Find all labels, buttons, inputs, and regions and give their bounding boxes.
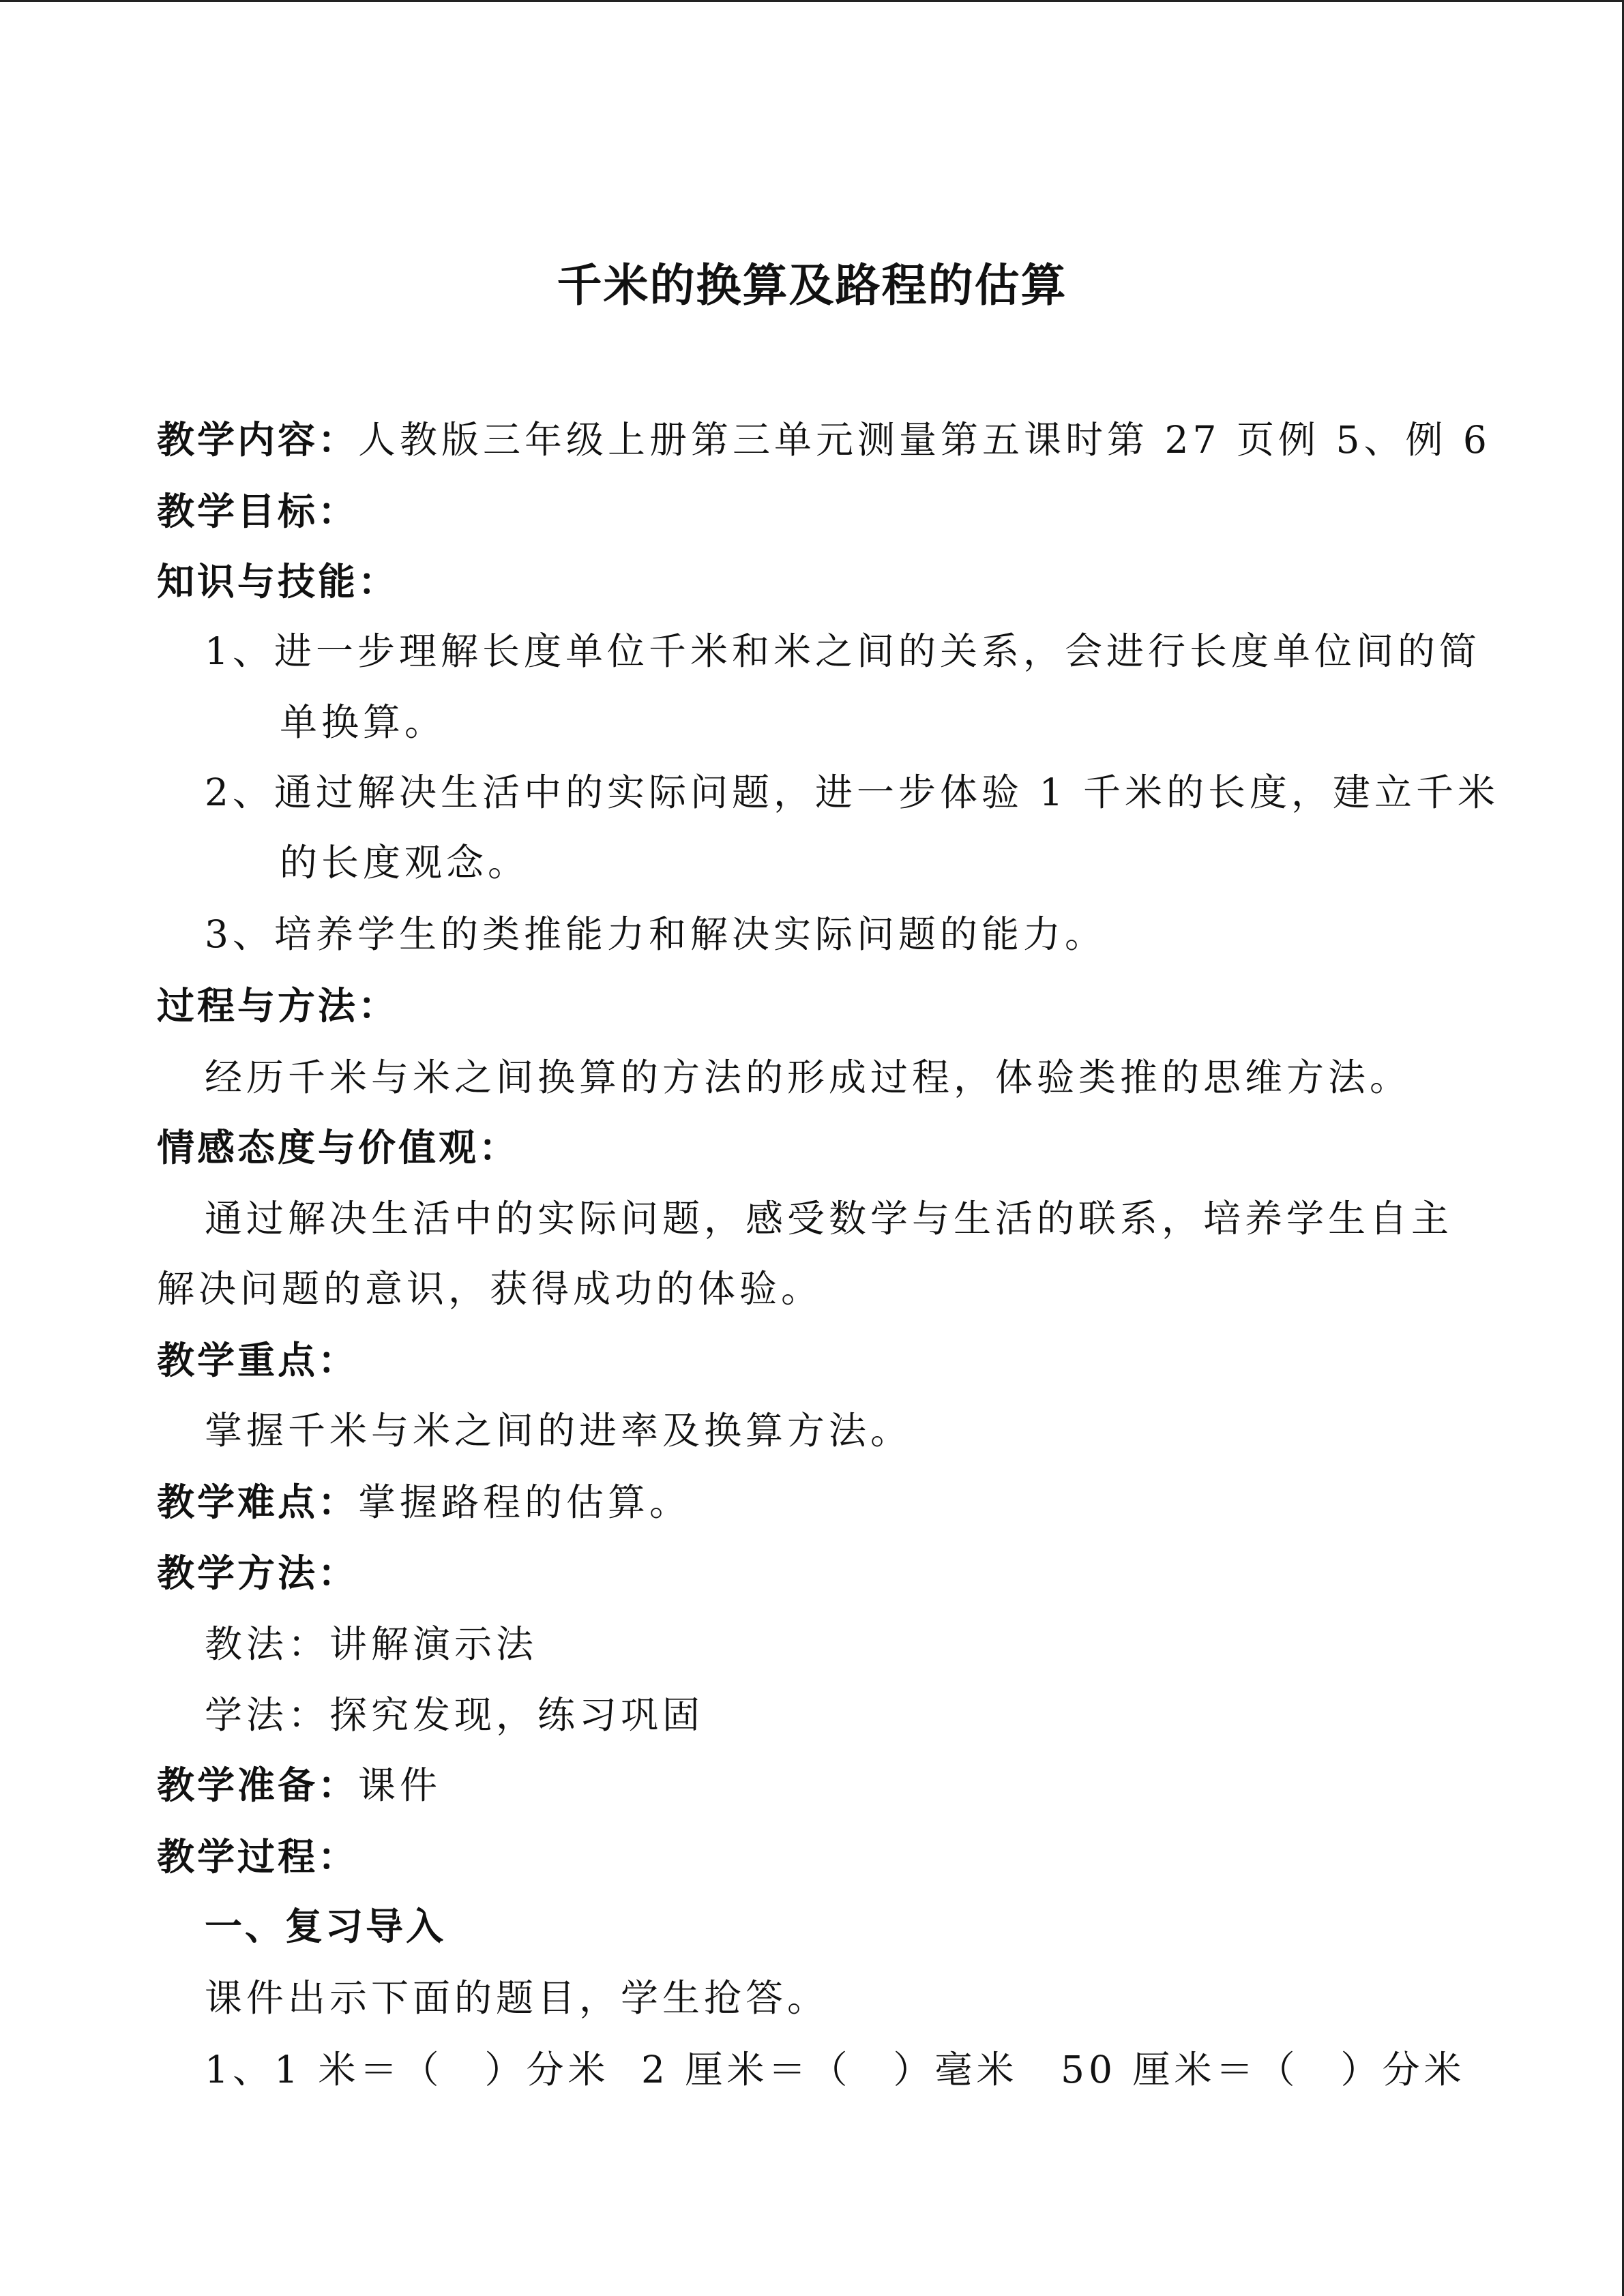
difficulty-line	[157, 1478, 691, 1526]
exercise-q2: 2 厘米＝（ ）毫米	[641, 2048, 1018, 2091]
process-method-heading: 过程与方法：	[157, 984, 399, 1028]
procedure-intro: 课件出示下面的题目，学生抢答。	[205, 1976, 829, 2020]
learn-method: 学法：探究发现，练习巩固	[205, 1693, 705, 1737]
exercise-q3: 50 厘米＝（ ）分米	[1061, 2048, 1466, 2091]
methods-heading: 教学方法：	[157, 1551, 359, 1595]
procedure-heading: 教学过程：	[157, 1835, 359, 1879]
key-point-heading: 教学重点：	[157, 1339, 359, 1382]
difficulty-label: 教学难点：	[157, 1480, 359, 1524]
knowledge-item-1-line2: 单换算。	[280, 700, 447, 744]
knowledge-item-2-line1: 2、通过解决生活中的实际问题，进一步体验 1 千米的长度，建立千米	[205, 771, 1499, 814]
knowledge-item-2-line2: 的长度观念。	[280, 841, 530, 884]
knowledge-item-3: 3、培养学生的类推能力和解决实际问题的能力。	[205, 912, 1106, 956]
teach-method: 教法：讲解演示法	[205, 1622, 538, 1666]
teaching-goals-heading: 教学目标：	[157, 490, 359, 533]
preparation-line	[157, 1761, 441, 1809]
key-point-text: 掌握千米与米之间的进率及换算方法。	[205, 1409, 913, 1452]
emotion-text-line2: 解决问题的意识，获得成功的体验。	[157, 1267, 823, 1311]
knowledge-skills-heading: 知识与技能：	[157, 560, 399, 603]
teaching-content-text: 人教版三年级上册第三单元测量第五课时第 27 页例 5、例 6	[358, 418, 1491, 462]
teaching-content-line	[157, 416, 1491, 464]
difficulty-text: 掌握路程的估算。	[358, 1480, 692, 1524]
emotion-text-line1: 通过解决生活中的实际问题，感受数学与生活的联系，培养学生自主	[205, 1197, 1453, 1240]
process-method-text: 经历千米与米之间换算的方法的形成过程，体验类推的思维方法。	[205, 1056, 1412, 1099]
knowledge-item-1-line1: 1、进一步理解长度单位千米和米之间的关系，会进行长度单位间的简	[205, 629, 1481, 673]
preparation-text: 课件	[358, 1763, 442, 1807]
section-review-heading: 一、复习导入	[205, 1905, 447, 1948]
teaching-content-label: 教学内容：	[157, 418, 359, 462]
emotion-values-heading: 情感态度与价值观：	[157, 1126, 520, 1169]
exercise-q1: 1、1 米＝（ ）分米	[205, 2048, 610, 2091]
preparation-label: 教学准备：	[157, 1763, 359, 1807]
page-title: 千米的换算及路程的估算	[557, 259, 1067, 312]
